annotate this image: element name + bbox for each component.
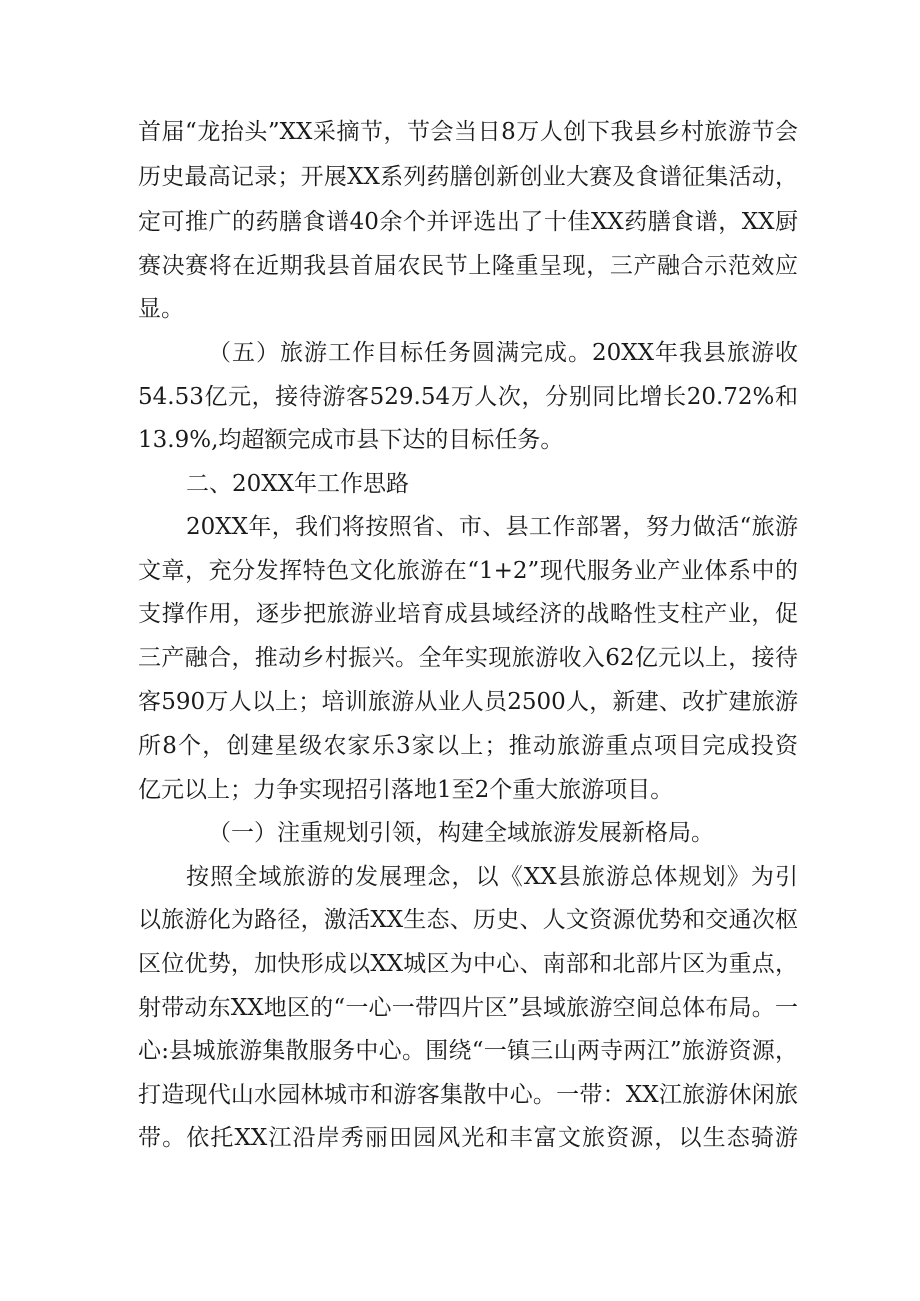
subsection-heading-one: （一）注重规划引领，构建全域旅游发展新格局。 [208,820,714,846]
text-line: 亿元以上；力争实现招引落地1至2个重大旅游项目。 [138,777,674,803]
text-line: 射带动东XX地区的“一心一带四片区”县域旅游空间总体布局。一 [138,995,798,1021]
text-line: 打造现代山水园林城市和游客集散中心。一带：XX江旅游休闲旅 [138,1082,798,1108]
text-line: 三产融合，推动乡村振兴。全年实现旅游收入62亿元以上，接待 [138,645,798,671]
text-line: 区位优势，加快形成以XX城区为中心、南部和北部片区为重点， [138,951,798,977]
text-line: 所8个，创建星级农家乐3家以上；推动旅游重点项目完成投资 [138,733,798,759]
text-line: 按照全域旅游的发展理念，以《XX县旅游总体规划》为引 [186,864,798,890]
text-line: 心:县城旅游集散服务中心。围绕“一镇三山两寺两江”旅游资源， [138,1038,798,1064]
text-line: 支撑作用，逐步把旅游业培育成县域经济的战略性支柱产业，促 [138,601,798,627]
text-line: 文章，充分发挥特色文化旅游在“1+2”现代服务业产业体系中的 [138,558,798,584]
text-line: 显。 [138,296,184,322]
text-line: 带。依托XX江沿岸秀丽田园风光和丰富文旅资源，以生态骑游 [138,1125,798,1151]
text-line: 以旅游化为路径，激活XX生态、历史、人文资源优势和交通次枢 [138,907,798,933]
text-line: 20XX年，我们将按照省、市、县工作部署，努力做活“旅游 [186,514,798,540]
text-line: 定可推广的药膳食谱40余个并评选出了十佳XX药膳食谱，XX厨 [138,209,798,235]
section-heading-two: 二、20XX年工作思路 [186,471,410,497]
text-line: 赛决赛将在近期我县首届农民节上隆重呈现，三产融合示范效应 [138,253,798,279]
text-line: 历史最高记录；开展XX系列药膳创新创业大赛及食谱征集活动， [138,164,798,190]
text-line: 54.53亿元，接待游客529.54万人次，分别同比增长20.72%和 [138,384,798,410]
text-line: 首届“龙抬头”XX采摘节，节会当日8万人创下我县乡村旅游节会 [138,119,798,145]
text-line: 客590万人以上；培训旅游从业人员2500人，新建、改扩建旅游 [138,689,798,715]
text-line: 13.9%,均超额完成市县下达的目标任务。 [138,427,564,453]
section-heading-five: （五）旅游工作目标任务圆满完成。20XX年我县旅游收 [208,340,798,366]
